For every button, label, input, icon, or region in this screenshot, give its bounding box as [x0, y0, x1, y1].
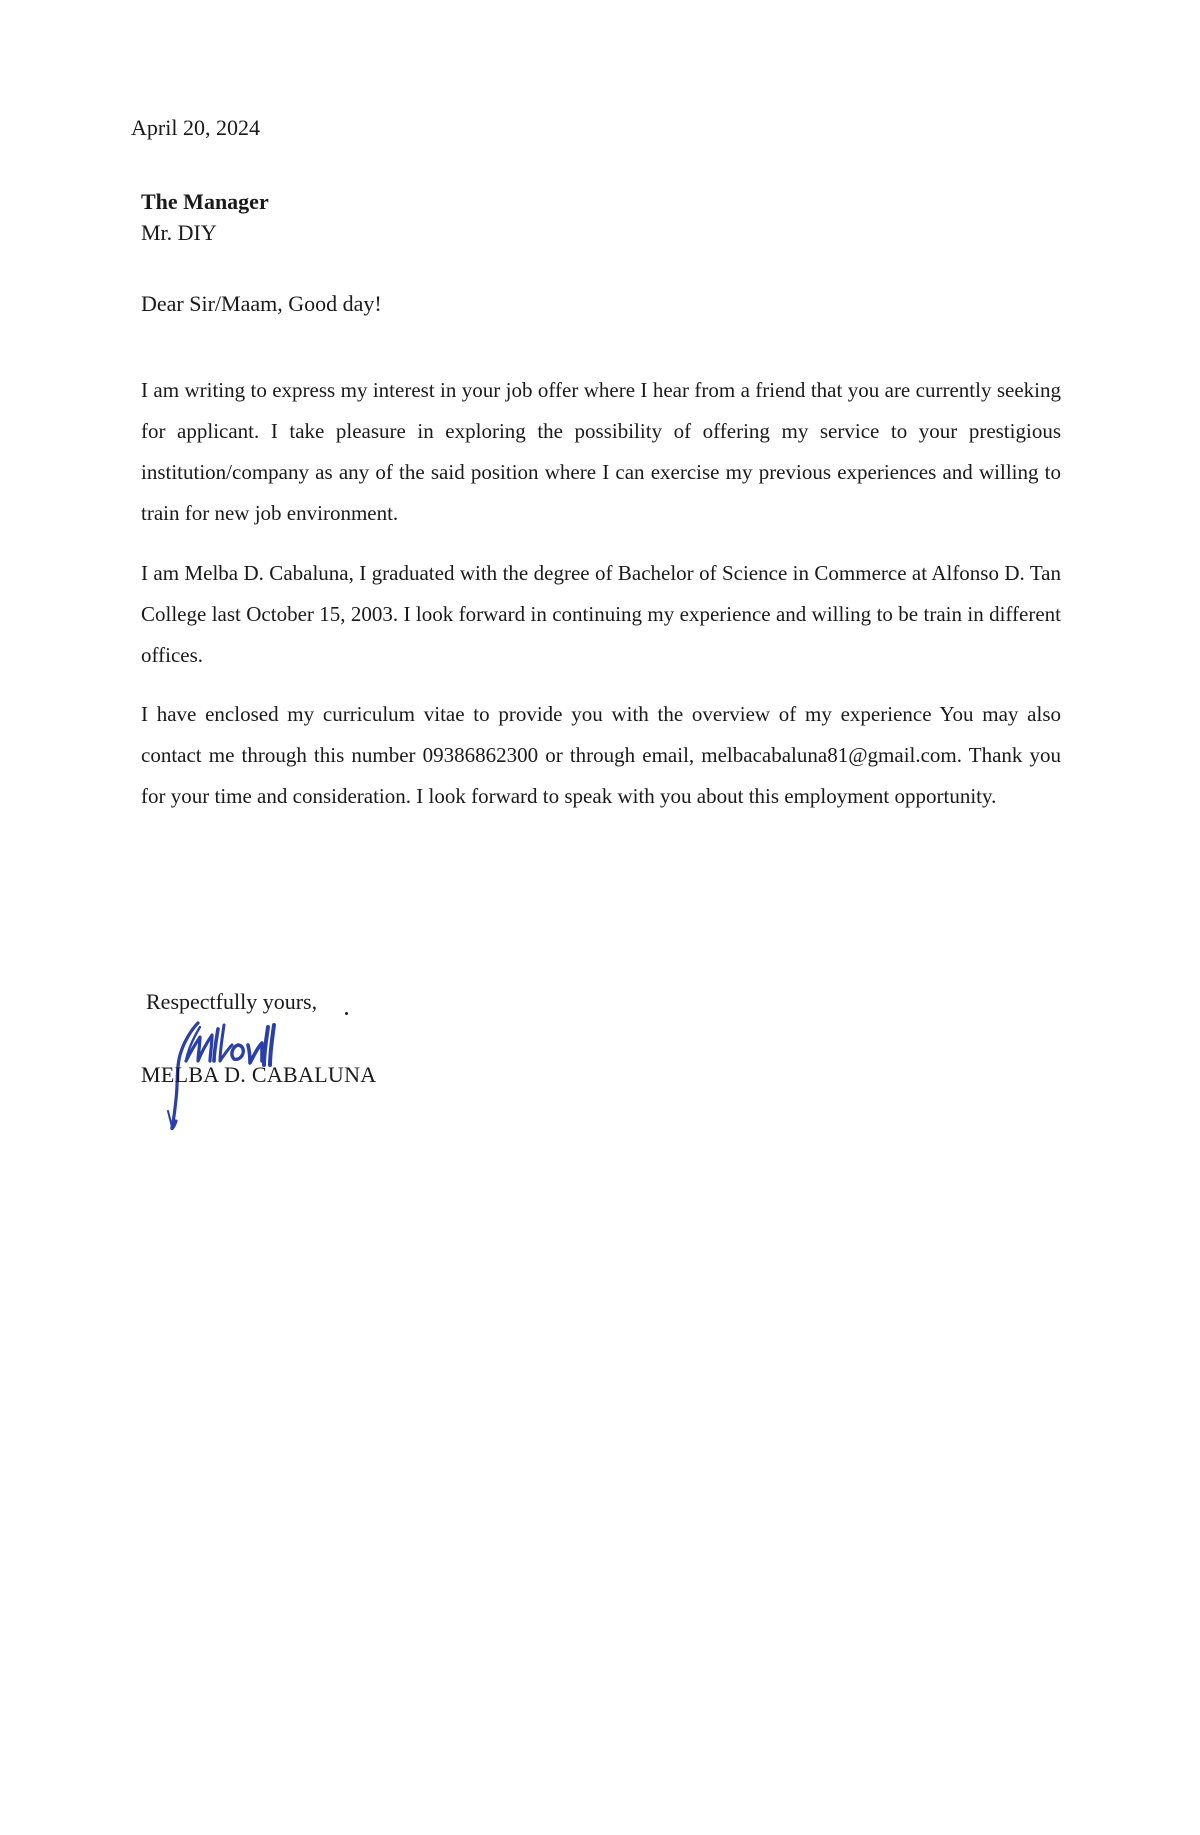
ink-dot — [345, 1012, 348, 1015]
body-paragraph-2: I am Melba D. Cabaluna, I graduated with the degree of Bachelor of Science in Commerce at Alfonso D. Tan College last October 15, 2003. I look forward in continuing my experience and willing to be train in different offices. — [141, 561, 1061, 667]
closing: Respectfully yours, — [146, 989, 318, 1014]
letter-date: April 20, 2024 — [131, 115, 260, 140]
salutation: Dear Sir/Maam, Good day! — [141, 291, 382, 316]
recipient-name: Mr. DIY — [141, 220, 217, 245]
recipient-title: The Manager — [141, 189, 269, 214]
signer-name: MELBA D. CABALUNA — [141, 1062, 377, 1087]
body-paragraph-3: I have enclosed my curriculum vitae to provide you with the overview of my experience You may also contact me through this number 09386862300 or through email, melbacabaluna81@gmail.com. Thank you for your time and consideration. I look forward to speak with you about this employment opportunity. — [141, 702, 1061, 808]
body-paragraph-1: I am writing to express my interest in your job offer where I hear from a friend that you are currently seeking for applicant. I take pleasure in exploring the possibility of offering my service to your prestigious institution/company as any of the said position where I can exercise my previous experiences and willing to train for new job environment. — [141, 378, 1061, 525]
